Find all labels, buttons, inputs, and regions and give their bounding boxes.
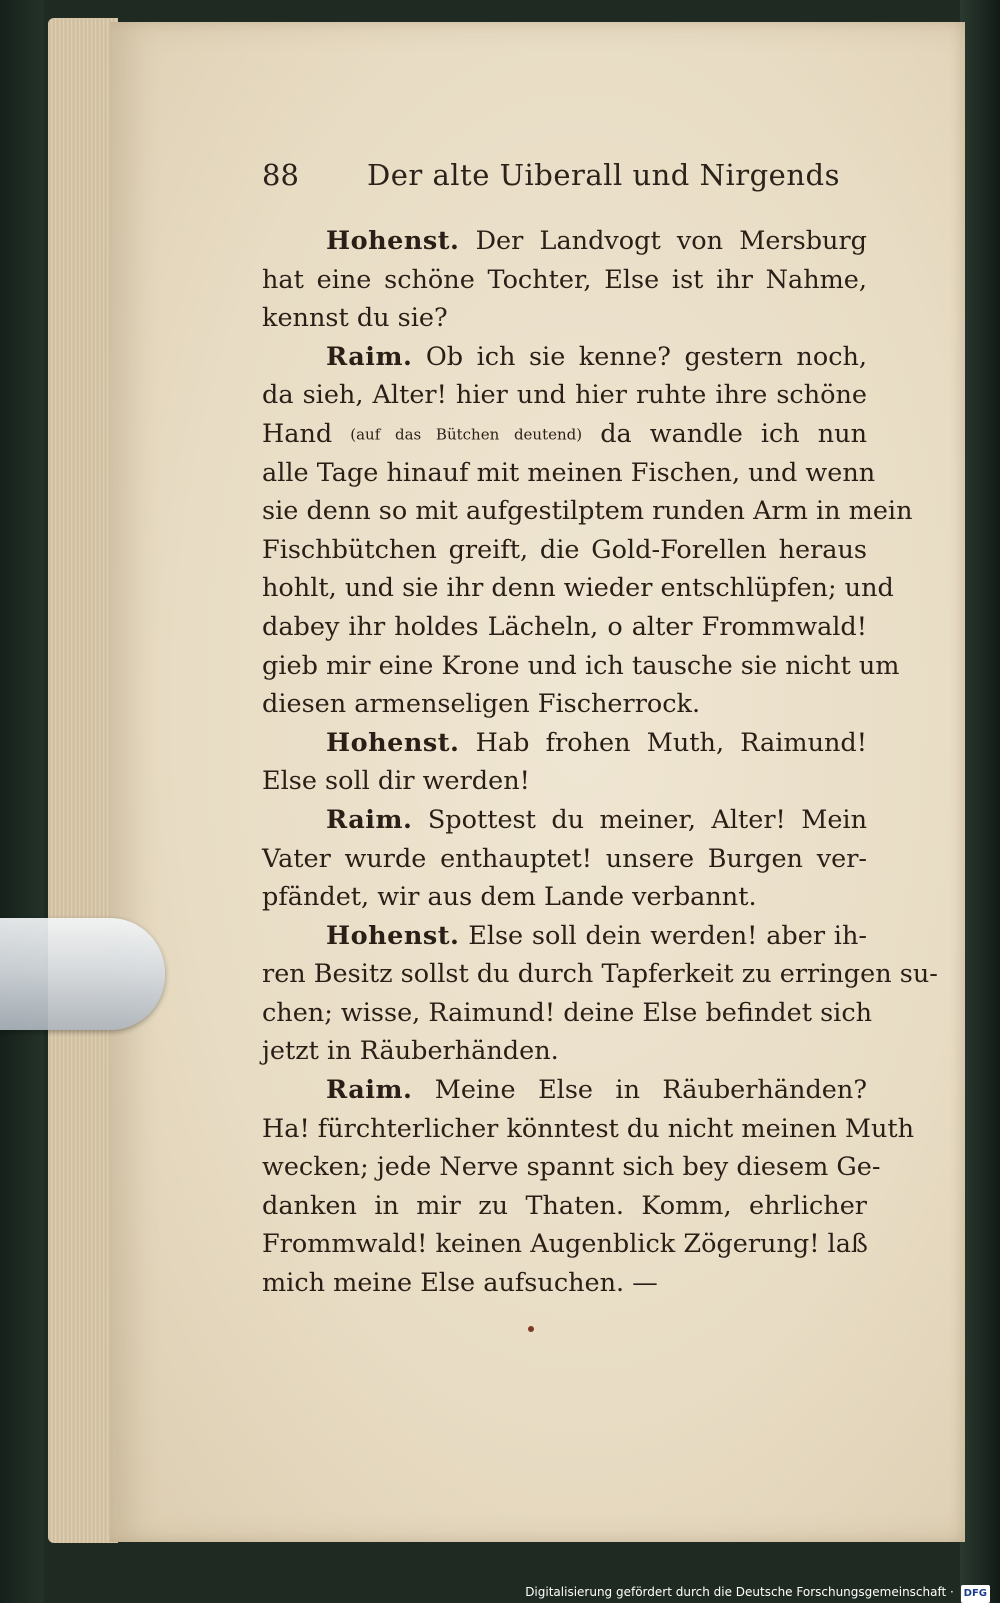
line-text: Hab frohen Muth, Raimund! bbox=[475, 727, 867, 758]
scan-background-left bbox=[0, 0, 44, 1603]
line-text: sie denn so mit aufgestilptem runden Arm in mein bbox=[262, 496, 913, 527]
text-line bbox=[262, 299, 867, 338]
line-text: Vater wurde enthauptet! unsere Burgen ver- bbox=[262, 843, 867, 874]
text-line bbox=[262, 994, 873, 1033]
line-text: pfändet, wir aus dem Lande verbannt. bbox=[262, 882, 757, 913]
line-text: Hand bbox=[262, 418, 333, 449]
speaker-name: Raim. bbox=[326, 804, 413, 835]
text-line bbox=[262, 531, 867, 570]
text-line bbox=[262, 685, 867, 724]
line-text: Fischbütchen greift, die Gold-Forellen heraus bbox=[262, 534, 867, 565]
line-text: diesen armenseligen Fischerrock. bbox=[262, 689, 701, 720]
text-line bbox=[262, 261, 867, 300]
line-text: Spottest du meiner, Alter! Mein bbox=[427, 804, 867, 835]
text-line bbox=[262, 840, 867, 879]
line-text: Ha! fürchterlicher könntest du nicht meinen Muth bbox=[262, 1113, 915, 1144]
line-text: chen; wisse, Raimund! deine Else befindet sich bbox=[262, 997, 873, 1028]
text-line bbox=[262, 569, 894, 608]
line-text: dabey ihr holdes Lächeln, o alter Frommwald! bbox=[262, 611, 867, 642]
line-text: alle Tage hinauf mit meinen Fischen, und wenn bbox=[262, 457, 876, 488]
text-line bbox=[262, 878, 867, 917]
text-line bbox=[262, 608, 867, 647]
text-line bbox=[262, 338, 867, 377]
speaker-name: Raim. bbox=[326, 1075, 413, 1106]
line-text: Else soll dein werden! aber ih- bbox=[468, 920, 867, 951]
text-line bbox=[262, 492, 913, 531]
line-text: Else soll dir werden! bbox=[262, 766, 530, 797]
line-text: Meine Else in Räuberhänden? bbox=[434, 1075, 867, 1106]
line-text: Ob ich sie kenne? gestern noch, bbox=[425, 341, 868, 372]
footer-credit bbox=[525, 1583, 990, 1601]
line-text: Der Landvogt von Mersburg bbox=[475, 226, 867, 256]
text-line bbox=[262, 1264, 867, 1303]
text-line bbox=[262, 1225, 867, 1264]
text-line bbox=[262, 454, 876, 493]
text-line bbox=[262, 917, 867, 956]
line-text: hat eine schöne Tochter, Else ist ihr Nahme, bbox=[262, 264, 867, 295]
text-line bbox=[262, 1032, 867, 1071]
scan-background-right bbox=[960, 0, 1000, 1603]
line-text-after: da wandle ich nun bbox=[600, 418, 868, 449]
line-text: jetzt in Räuberhänden. bbox=[262, 1036, 559, 1067]
bookmark-clip bbox=[0, 918, 165, 1030]
speaker-name: Hohenst. bbox=[326, 226, 460, 256]
line-text: Frommwald! keinen Augenblick Zögerung! laß bbox=[262, 1229, 868, 1260]
line-text: kennst du sie? bbox=[262, 303, 448, 334]
footer-text: Digitalisierung gefördert durch die Deutsche Forschungsgemeinschaft · bbox=[525, 1585, 954, 1599]
speaker-name: Hohenst. bbox=[326, 727, 460, 758]
text-line bbox=[262, 376, 867, 415]
text-line bbox=[262, 801, 867, 840]
speaker-name: Hohenst. bbox=[326, 920, 460, 951]
page-number: 88 bbox=[262, 158, 299, 192]
text-line bbox=[262, 1148, 881, 1187]
running-head bbox=[262, 158, 862, 198]
dfg-logo: DFG bbox=[961, 1585, 990, 1603]
line-text: hohlt, und sie ihr denn wieder entschlüpfen; und bbox=[262, 573, 894, 604]
text-line bbox=[262, 724, 867, 763]
text-block bbox=[262, 222, 938, 1303]
text-line bbox=[262, 955, 938, 994]
line-text: ren Besitz sollst du durch Tapferkeit zu erringen su- bbox=[262, 959, 938, 990]
line-text: danken in mir zu Thaten. Komm, ehrlicher bbox=[262, 1190, 867, 1221]
line-text: gieb mir eine Krone und ich tausche sie nicht um bbox=[262, 650, 900, 681]
stage-direction: (auf das Bütchen deutend) bbox=[350, 425, 583, 444]
text-line bbox=[262, 1110, 915, 1149]
line-text: wecken; jede Nerve spannt sich bey diesem Ge- bbox=[262, 1152, 881, 1183]
ink-spot bbox=[528, 1326, 534, 1332]
text-line bbox=[262, 1187, 867, 1226]
page-edges bbox=[48, 18, 118, 1543]
text-line bbox=[262, 647, 900, 686]
text-line bbox=[262, 222, 867, 261]
line-text: mich meine Else aufsuchen. — bbox=[262, 1268, 658, 1299]
text-line bbox=[262, 1071, 867, 1110]
text-line bbox=[262, 415, 867, 454]
text-line bbox=[262, 762, 867, 801]
speaker-name: Raim. bbox=[326, 341, 413, 372]
line-text: da sieh, Alter! hier und hier ruhte ihre schöne bbox=[262, 380, 867, 411]
running-title: Der alte Uiberall und Nirgends bbox=[367, 158, 840, 192]
